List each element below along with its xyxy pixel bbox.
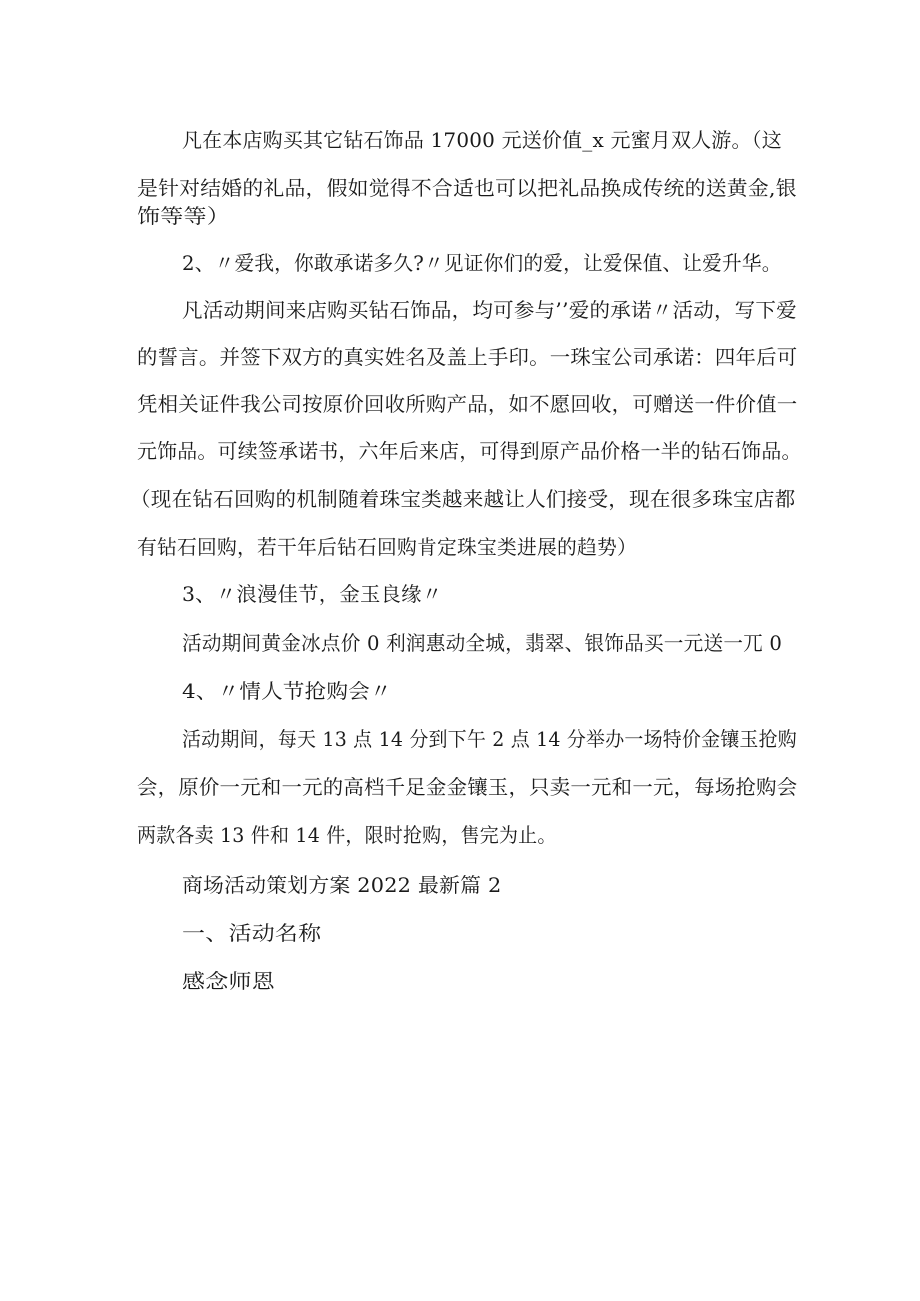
text-line: 饰等等） bbox=[137, 204, 230, 228]
text-line: 会，原价一元和一元的高档千足金金镶玉，只卖一元和一元，每场抢购会 bbox=[137, 775, 798, 799]
text-line: 2、〃爱我，你敢承诺多久?〃见证你们的爱，让爱保值、让爱升华。 bbox=[182, 251, 782, 275]
text-line: 感念师恩 bbox=[182, 969, 275, 993]
text-line: 商场活动策划方案 2022 最新篇 2 bbox=[182, 873, 502, 897]
text-line: （现在钻石回购的机制随着珠宝类越来越让人们接受，现在很多珠宝店都 bbox=[130, 487, 796, 511]
text-line: 元饰品。可续签承诺书，六年后来店，可得到原产品价格一半的钻石饰品。 bbox=[137, 439, 802, 463]
text-line: 4、〃情人节抢购会〃 bbox=[182, 679, 392, 703]
text-line: 凭相关证件我公司按原价回收所购产品，如不愿回收，可赠送一件价值一 bbox=[137, 392, 798, 416]
text-line: 凡活动期间来店购买钻石饰品，均可参与’’爱的承诺〃活动，写下爱 bbox=[182, 298, 797, 322]
text-line: 的誓言。并签下双方的真实姓名及盖上手印。一珠宝公司承诺：四年后可 bbox=[137, 345, 798, 369]
text-line: 是针对结婚的礼品，假如觉得不合适也可以把礼品换成传统的送黄金,银 bbox=[137, 176, 797, 200]
text-line: 活动期间，每天 13 点 14 分到下午 2 点 14 分举办一场特价金镶玉抢购 bbox=[182, 727, 797, 751]
text-line: 一、活动名称 bbox=[182, 921, 322, 945]
text-line: 凡在本店购买其它钻石饰品 17000 元送价值_x 元蜜月双人游。（这 bbox=[182, 128, 782, 152]
text-line: 3、〃浪漫佳节，金玉良缘〃 bbox=[182, 582, 443, 606]
text-line: 两款各卖 13 件和 14 件，限时抢购，售完为止。 bbox=[137, 823, 557, 847]
text-line: 活动期间黄金冰点价 0 利润惠动全城，翡翠、银饰品买一元送一兀 0 bbox=[182, 631, 783, 655]
text-line: 有钻石回购，若干年后钻石回购肯定珠宝类进展的趋势） bbox=[137, 535, 638, 559]
